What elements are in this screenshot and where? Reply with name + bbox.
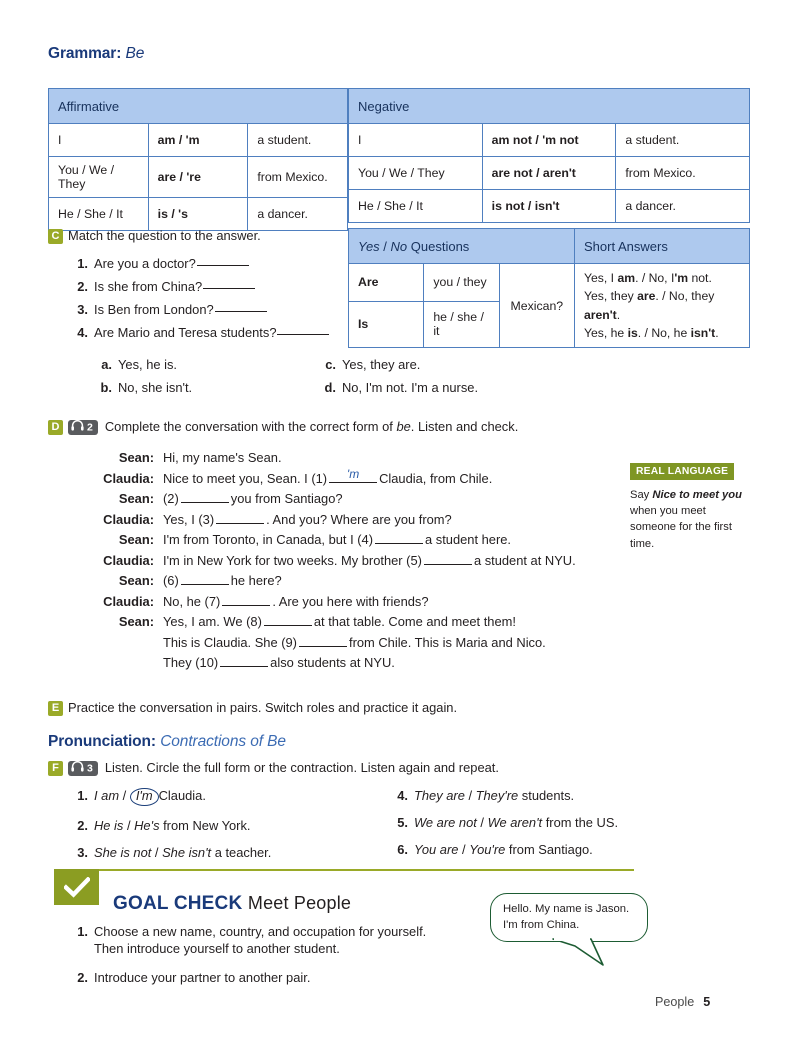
table-row [49, 124, 348, 157]
yes-no-questions-header [349, 229, 575, 264]
sa-bold1: are [637, 289, 656, 304]
exercise-e-instruction [48, 700, 457, 716]
question-text: Is she from China? [94, 279, 203, 294]
affirmative-table [48, 88, 348, 231]
line-text: . And you? Where are you from? [266, 511, 452, 527]
audio-track-badge[interactable] [68, 761, 98, 776]
verb-cell: am not / 'm not [482, 124, 616, 157]
line-text: a student here. [425, 532, 512, 547]
conversation-line [82, 466, 576, 486]
list-item [72, 970, 426, 985]
answer-blank[interactable] [181, 502, 229, 503]
footer-unit-name: People [655, 995, 695, 1009]
line-text: I'm from Toronto, in Canada, but I (4) [163, 532, 374, 547]
goal-check-subtitle: Meet People [247, 893, 352, 913]
answer-text: Yes, he is. [118, 357, 178, 372]
speaker-label: Sean: [118, 614, 154, 629]
conversation-line [82, 614, 576, 629]
rl-post: when you meet someone for the first time. [630, 505, 732, 550]
question-text: Are you a doctor? [94, 256, 196, 271]
option-contraction[interactable]: He's [134, 817, 160, 833]
option-contraction-circled[interactable]: I'm [130, 788, 159, 806]
item-number: 1. [77, 256, 88, 271]
conversation-line [82, 532, 576, 547]
speaker-label: Claudia: [103, 511, 154, 527]
speech-bubble [490, 893, 648, 942]
line-text: from Chile. This is Maria and Nico. [348, 634, 546, 650]
page-number: 5 [703, 995, 711, 1009]
question-text: Is Ben from London? [94, 302, 214, 317]
item-number: 2. [77, 279, 88, 294]
list-item[interactable] [72, 256, 329, 271]
real-language-title: REAL LANGUAGE [630, 463, 734, 480]
sa-mid: . / No, he [637, 325, 691, 340]
rl-pre: Say [630, 489, 653, 501]
conversation-line [82, 655, 576, 670]
answer-blank[interactable] [215, 311, 267, 312]
item-rest: from Santiago. [505, 842, 593, 857]
short-answer-line [584, 287, 740, 324]
complement-cell: Mexican? [499, 264, 574, 348]
line-text: (2) [163, 491, 179, 506]
complement-cell: a dancer. [248, 198, 348, 231]
grammar-heading-label: Grammar: [48, 45, 122, 62]
conversation-line [82, 450, 576, 465]
pronunciation-heading [48, 733, 286, 751]
exercise-f-instruction-text: Listen. Circle the full form or the contraction. Listen again and repeat. [104, 760, 499, 775]
option-separator: / [458, 842, 470, 857]
speaker-label: Sean: [118, 573, 154, 588]
subject-cell: He / She / It [349, 190, 483, 223]
grammar-heading-topic: Be [125, 45, 145, 62]
conversation-line [82, 635, 576, 650]
list-item[interactable] [392, 842, 618, 857]
answer-blank[interactable] [220, 666, 268, 667]
sa-pre: Yes, he [584, 325, 628, 340]
table-row [49, 157, 348, 198]
goal-check-title [113, 893, 351, 915]
item-number: 6. [397, 842, 408, 857]
exercise-c-questions [72, 256, 329, 348]
pronunciation-items-left [72, 788, 271, 872]
item-rest: from the US. [542, 815, 619, 830]
answer-blank[interactable] [216, 523, 264, 524]
exercise-d-instruction [48, 419, 518, 435]
option-separator: / [123, 817, 135, 833]
table-header-row [49, 89, 348, 124]
speech-bubble-tail [551, 937, 611, 969]
item-rest: Claudia. [158, 788, 206, 803]
check-icon [64, 877, 90, 898]
exercise-c-answers-right [320, 357, 478, 403]
complement-cell: a student. [616, 124, 750, 157]
item-letter: a. [101, 357, 112, 372]
answer-blank[interactable] [375, 543, 423, 544]
verb-cell: is / 's [148, 198, 248, 231]
answer-blank[interactable] [222, 605, 270, 606]
table-row [349, 264, 750, 302]
pronunciation-items-right [392, 788, 618, 869]
complement-cell: from Mexico. [248, 157, 348, 198]
subject-cell: I [349, 124, 483, 157]
exercise-d-badge: D [48, 420, 63, 435]
exercise-f-badge: F [48, 761, 63, 776]
list-item[interactable] [392, 815, 618, 830]
answer-text: Yes, they are. [342, 357, 421, 372]
item-number: 5. [397, 815, 408, 830]
line-text: No, he (7) [163, 593, 221, 609]
line-text: They (10) [163, 655, 219, 670]
exercise-f-instruction [48, 760, 499, 776]
conversation-line [82, 594, 576, 609]
audio-track-number: 3 [87, 762, 93, 775]
option-contraction[interactable]: They're [475, 788, 519, 803]
list-item[interactable] [72, 279, 329, 294]
sa-bold1: is [627, 325, 638, 340]
exercise-e-badge: E [48, 701, 63, 716]
line-text: at that table. Come and meet them! [313, 614, 516, 629]
subject-cell: you / they [424, 264, 499, 302]
verb-cell: is not / isn't [482, 190, 616, 223]
exercise-c-instruction [48, 228, 261, 244]
exercise-c-instruction-text: Match the question to the answer. [68, 228, 261, 243]
option-full-form[interactable]: They are [414, 788, 465, 803]
goal-check-rule [54, 869, 634, 871]
table-row [349, 157, 750, 190]
audio-track-number: 2 [87, 421, 93, 434]
item-rest: a teacher. [211, 844, 272, 860]
item-number: 1. [77, 924, 88, 939]
line-text: Nice to meet you, Sean. I (1) [163, 470, 328, 486]
questions-label: Questions [407, 238, 470, 254]
list-item[interactable] [72, 818, 271, 833]
answer-text: No, I'm not. I'm a nurse. [342, 380, 479, 395]
sa-mid: . / No, I [635, 271, 675, 285]
sa-pre: Yes, they [584, 289, 638, 304]
option-separator: / [464, 788, 476, 803]
speaker-label: Claudia: [103, 470, 154, 486]
short-answer-line [584, 324, 740, 342]
sa-mid: . / No, they [655, 289, 715, 304]
bubble-line-1: Hello. My name is Jason. [503, 903, 630, 915]
answer-blank[interactable] [277, 334, 329, 335]
list-item[interactable] [392, 788, 618, 803]
answer-blank[interactable] [424, 564, 472, 565]
line-text: Yes, I am. We (8) [163, 614, 262, 629]
item-rest: students. [518, 788, 575, 803]
sa-pre: Yes, I [584, 271, 618, 285]
aux-cell: Are [349, 264, 424, 302]
option-full-form[interactable]: He is [94, 817, 124, 833]
line-text: (6) [163, 573, 179, 588]
yes-label: Yes [358, 238, 380, 254]
table-header-row [349, 89, 750, 124]
goal-check-icon-box [54, 869, 99, 905]
subject-cell: He / She / It [49, 198, 149, 231]
page-footer [655, 995, 710, 1009]
sa-post: not. [688, 271, 712, 285]
exercise-d-text-italic: be [396, 419, 411, 434]
verb-cell: am / 'm [148, 124, 248, 157]
answer-blank[interactable] [264, 625, 312, 626]
answer-text: No, she isn't. [118, 380, 193, 395]
exercise-d-text-post: . Listen and check. [410, 419, 519, 434]
complement-cell: from Mexico. [616, 157, 750, 190]
conversation-line [82, 553, 576, 568]
sa-bold1: am [617, 271, 636, 285]
goal-item-line2: Then introduce yourself to another student. [94, 941, 340, 957]
line-text: I'm in New York for two weeks. My brother (5) [163, 552, 422, 568]
answer-blank[interactable] [299, 646, 347, 647]
list-item[interactable] [320, 380, 478, 395]
list-item[interactable] [72, 302, 329, 317]
table-row [349, 190, 750, 223]
option-separator: / [119, 788, 130, 803]
line-text: a student at NYU. [473, 552, 576, 568]
list-item[interactable] [320, 357, 478, 372]
grammar-heading [48, 45, 144, 63]
speaker-label: Sean: [118, 450, 154, 465]
complement-cell: a student. [248, 124, 348, 157]
sa-bold2: 'm [674, 271, 689, 285]
option-contraction[interactable]: We aren't [487, 815, 543, 830]
goal-item-line1: Choose a new name, country, and occupation for yourself. [94, 924, 427, 939]
line-text: Claudia, from Chile. [379, 470, 493, 486]
line-text: also students at NYU. [270, 655, 395, 670]
verb-cell: are not / aren't [482, 157, 616, 190]
conversation [82, 450, 576, 676]
sa-post: . [616, 307, 621, 322]
line-text: he here? [230, 573, 282, 588]
table-row [349, 124, 750, 157]
goal-check-items [72, 923, 426, 993]
answer-blank[interactable] [181, 584, 229, 585]
line-text: Hi, my name's Sean. [163, 450, 282, 465]
item-letter: c. [325, 357, 336, 372]
short-answers-cell [575, 264, 750, 348]
speaker-label: Claudia: [103, 593, 154, 609]
line-text: you from Santiago? [230, 491, 343, 506]
item-letter: d. [324, 380, 336, 395]
option-full-form[interactable]: You are [414, 842, 459, 857]
option-contraction[interactable]: She isn't [162, 844, 212, 860]
item-number: 3. [77, 844, 88, 860]
answer-blank[interactable] [197, 265, 249, 266]
conversation-line [82, 491, 576, 506]
list-item[interactable] [72, 788, 271, 806]
yes-no-questions-table [348, 228, 750, 348]
item-number: 2. [77, 817, 88, 833]
table-header-row [349, 229, 750, 264]
sa-post: . [715, 325, 719, 340]
line-text: . Are you here with friends? [272, 593, 429, 609]
conversation-line [82, 573, 576, 588]
real-language-body [630, 487, 748, 552]
headphones-icon [71, 420, 84, 436]
conversation-line [82, 512, 576, 527]
table-row [49, 198, 348, 231]
no-label: No [390, 238, 408, 254]
item-number: 4. [77, 325, 88, 340]
subject-cell: he / she / it [424, 301, 499, 348]
option-separator: / [151, 844, 163, 860]
question-text: Are Mario and Teresa students? [94, 325, 277, 340]
negative-header: Negative [349, 89, 750, 124]
filled-answer: 'm [346, 466, 360, 481]
exercise-c-badge: C [48, 229, 63, 244]
option-full-form[interactable]: I am [94, 788, 120, 803]
line-text: Yes, I (3) [163, 511, 215, 527]
exercise-e-instruction-text: Practice the conversation in pairs. Switch roles and practice it again. [68, 700, 458, 715]
list-item[interactable] [72, 325, 329, 340]
complement-cell: a dancer. [616, 190, 750, 223]
negative-table [348, 88, 750, 223]
subject-cell: You / We / They [349, 157, 483, 190]
audio-track-badge[interactable] [68, 420, 98, 435]
exercise-c-answers-left [96, 357, 192, 403]
item-number: 1. [77, 788, 88, 803]
list-item[interactable] [96, 380, 192, 395]
pronunciation-heading-topic: Contractions of Be [160, 733, 286, 750]
item-number: 4. [397, 788, 408, 803]
list-item[interactable] [72, 845, 271, 860]
bubble-line-2: I'm from China. [503, 918, 580, 931]
option-separator: / [476, 815, 488, 830]
pronunciation-heading-label: Pronunciation: [48, 733, 156, 750]
subject-cell: I [49, 124, 149, 157]
goal-check-title-text: GOAL CHECK [113, 893, 243, 914]
line-text: This is Claudia. She (9) [163, 634, 297, 650]
item-rest: from New York. [159, 817, 251, 833]
real-language-box [630, 461, 748, 552]
verb-cell: are / 're [148, 157, 248, 198]
option-full-form[interactable]: She is not [94, 844, 152, 860]
subject-cell: You / We / They [49, 157, 149, 198]
list-item [72, 923, 426, 958]
short-answers-header: Short Answers [575, 229, 750, 264]
item-number: 2. [77, 969, 88, 985]
item-letter: b. [100, 380, 112, 395]
exercise-d-text-pre: Complete the conversation with the correct form of [104, 419, 397, 434]
option-contraction[interactable]: You're [469, 842, 506, 857]
option-full-form[interactable]: We are not [414, 815, 477, 830]
short-answer-line [584, 269, 740, 287]
speaker-label: Sean: [118, 532, 154, 547]
headphones-icon [71, 761, 84, 777]
speaker-label: Sean: [118, 491, 154, 506]
rl-bold: Nice to meet you [652, 489, 742, 501]
sa-bold2: aren't [584, 307, 617, 322]
answer-blank[interactable] [329, 466, 377, 483]
list-item[interactable] [96, 357, 192, 372]
aux-cell: Is [349, 301, 424, 348]
answer-blank[interactable] [203, 288, 255, 289]
affirmative-header: Affirmative [49, 89, 348, 124]
slash-label: / [379, 238, 391, 254]
speaker-label: Claudia: [103, 552, 154, 568]
goal-item-line1: Introduce your partner to another pair. [94, 969, 311, 985]
sa-bold2: isn't [690, 325, 716, 340]
item-number: 3. [77, 302, 88, 317]
